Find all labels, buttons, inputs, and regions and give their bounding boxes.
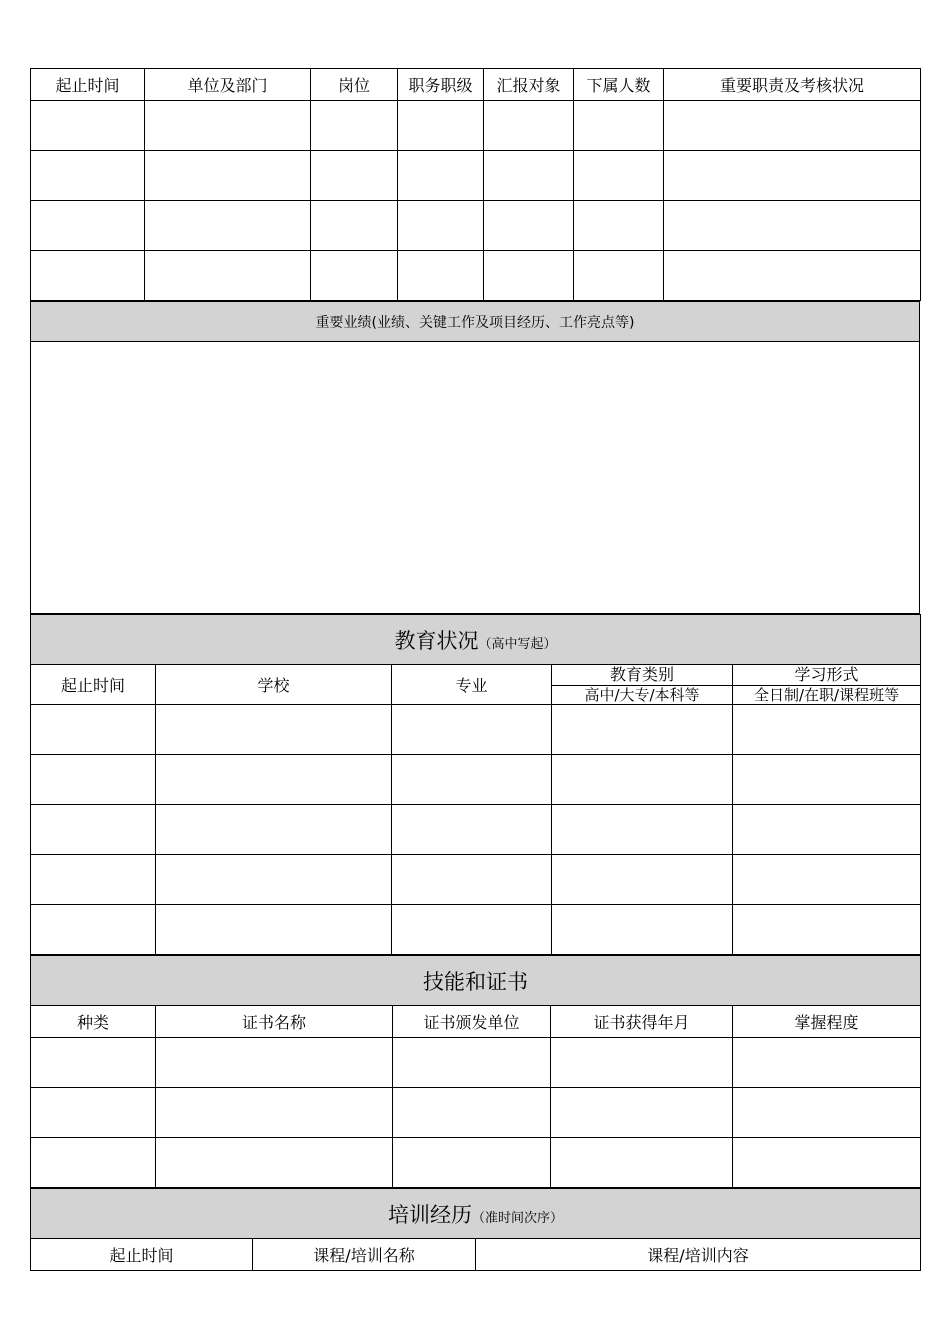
header-course-content: 课程/培训内容 bbox=[476, 1239, 921, 1271]
input-cell[interactable] bbox=[574, 101, 664, 151]
input-cell[interactable] bbox=[733, 1038, 921, 1088]
table-row bbox=[31, 805, 921, 855]
input-cell[interactable] bbox=[551, 1038, 733, 1088]
input-cell[interactable] bbox=[392, 905, 552, 955]
input-cell[interactable] bbox=[574, 251, 664, 301]
input-cell[interactable] bbox=[733, 1088, 921, 1138]
input-cell[interactable] bbox=[733, 855, 921, 905]
training-note: （准时间次序） bbox=[471, 1210, 563, 1226]
input-cell[interactable] bbox=[392, 855, 552, 905]
input-cell[interactable] bbox=[31, 1138, 156, 1188]
input-cell[interactable] bbox=[31, 805, 156, 855]
header-rank: 职务职级 bbox=[398, 69, 484, 101]
header-course-name: 课程/培训名称 bbox=[253, 1239, 476, 1271]
header-period: 起止时间 bbox=[31, 1239, 253, 1271]
input-cell[interactable] bbox=[31, 251, 145, 301]
header-school: 学校 bbox=[156, 665, 392, 705]
resume-form-sheet bbox=[30, 68, 920, 1271]
input-cell[interactable] bbox=[156, 1138, 393, 1188]
input-cell[interactable] bbox=[733, 755, 921, 805]
input-cell[interactable] bbox=[398, 151, 484, 201]
education-category-label: 教育类别 bbox=[552, 665, 732, 686]
work-history-table bbox=[30, 68, 921, 301]
input-cell[interactable] bbox=[733, 705, 921, 755]
table-row bbox=[31, 101, 921, 151]
input-cell[interactable] bbox=[156, 1088, 393, 1138]
header-subordinates: 下属人数 bbox=[574, 69, 664, 101]
table-row bbox=[31, 1138, 921, 1188]
header-unit-department: 单位及部门 bbox=[145, 69, 311, 101]
input-cell[interactable] bbox=[31, 1088, 156, 1138]
table-row bbox=[31, 201, 921, 251]
table-row bbox=[31, 151, 921, 201]
input-cell[interactable] bbox=[393, 1138, 551, 1188]
input-cell[interactable] bbox=[31, 201, 145, 251]
input-cell[interactable] bbox=[311, 201, 398, 251]
study-mode-label: 学习形式 bbox=[733, 665, 920, 686]
education-table bbox=[30, 614, 921, 955]
input-cell[interactable] bbox=[31, 1038, 156, 1088]
header-issuer: 证书颁发单位 bbox=[393, 1006, 551, 1038]
input-cell[interactable] bbox=[393, 1088, 551, 1138]
input-cell[interactable] bbox=[156, 705, 392, 755]
input-cell[interactable] bbox=[733, 905, 921, 955]
header-period: 起止时间 bbox=[31, 665, 156, 705]
header-proficiency: 掌握程度 bbox=[733, 1006, 921, 1038]
input-cell[interactable] bbox=[145, 201, 311, 251]
input-cell[interactable] bbox=[156, 1038, 393, 1088]
input-cell[interactable] bbox=[31, 101, 145, 151]
input-cell[interactable] bbox=[145, 251, 311, 301]
education-header-row bbox=[31, 665, 921, 705]
header-position: 岗位 bbox=[311, 69, 398, 101]
input-cell[interactable] bbox=[484, 151, 574, 201]
table-row bbox=[31, 1088, 921, 1138]
input-cell[interactable] bbox=[311, 101, 398, 151]
input-cell[interactable] bbox=[664, 251, 921, 301]
study-mode-hint: 全日制/在职/课程班等 bbox=[753, 686, 900, 704]
input-cell[interactable] bbox=[574, 151, 664, 201]
header-education-category bbox=[552, 665, 733, 705]
input-cell[interactable] bbox=[398, 251, 484, 301]
education-section-title bbox=[31, 615, 921, 665]
input-cell[interactable] bbox=[31, 905, 156, 955]
header-responsibilities: 重要职责及考核状况 bbox=[664, 69, 921, 101]
input-cell[interactable] bbox=[156, 805, 392, 855]
achievements-table bbox=[30, 301, 920, 614]
input-cell[interactable] bbox=[733, 805, 921, 855]
input-cell[interactable] bbox=[393, 1038, 551, 1088]
table-row bbox=[31, 855, 921, 905]
header-study-mode bbox=[733, 665, 921, 705]
education-title: 教育状况 bbox=[394, 628, 479, 653]
input-cell[interactable] bbox=[552, 905, 733, 955]
skills-section-title bbox=[31, 956, 921, 1006]
work-history-header-row bbox=[31, 69, 921, 101]
input-cell[interactable] bbox=[552, 705, 733, 755]
education-note: （高中写起） bbox=[478, 636, 557, 652]
training-table bbox=[30, 1188, 921, 1271]
header-major: 专业 bbox=[392, 665, 552, 705]
input-cell[interactable] bbox=[145, 101, 311, 151]
input-cell[interactable] bbox=[551, 1138, 733, 1188]
input-cell[interactable] bbox=[398, 201, 484, 251]
table-row bbox=[31, 755, 921, 805]
input-cell[interactable] bbox=[574, 201, 664, 251]
training-section-title bbox=[31, 1189, 921, 1239]
header-report-to: 汇报对象 bbox=[484, 69, 574, 101]
input-cell[interactable] bbox=[156, 905, 392, 955]
achievements-input-area[interactable] bbox=[31, 342, 920, 614]
input-cell[interactable] bbox=[552, 855, 733, 905]
input-cell[interactable] bbox=[552, 755, 733, 805]
input-cell[interactable] bbox=[392, 755, 552, 805]
table-row bbox=[31, 1038, 921, 1088]
input-cell[interactable] bbox=[484, 101, 574, 151]
skills-title: 技能和证书 bbox=[423, 969, 529, 994]
training-header-row bbox=[31, 1239, 921, 1271]
table-row bbox=[31, 705, 921, 755]
input-cell[interactable] bbox=[484, 201, 574, 251]
input-cell[interactable] bbox=[392, 705, 552, 755]
input-cell[interactable] bbox=[733, 1138, 921, 1188]
education-category-hint: 高中/大专/本科等 bbox=[584, 686, 700, 704]
input-cell[interactable] bbox=[31, 855, 156, 905]
header-obtained-date: 证书获得年月 bbox=[551, 1006, 733, 1038]
input-cell[interactable] bbox=[31, 151, 145, 201]
input-cell[interactable] bbox=[664, 201, 921, 251]
input-cell[interactable] bbox=[552, 805, 733, 855]
header-period: 起止时间 bbox=[31, 69, 145, 101]
input-cell[interactable] bbox=[664, 151, 921, 201]
input-cell[interactable] bbox=[145, 151, 311, 201]
input-cell[interactable] bbox=[664, 101, 921, 151]
training-title: 培训经历 bbox=[387, 1202, 472, 1227]
header-type: 种类 bbox=[31, 1006, 156, 1038]
table-row bbox=[31, 251, 921, 301]
input-cell[interactable] bbox=[156, 755, 392, 805]
input-cell[interactable] bbox=[392, 805, 552, 855]
achievements-heading: 重要业绩(业绩、关键工作及项目经历、工作亮点等) bbox=[31, 302, 920, 342]
input-cell[interactable] bbox=[398, 101, 484, 151]
input-cell[interactable] bbox=[31, 755, 156, 805]
input-cell[interactable] bbox=[311, 151, 398, 201]
skills-header-row bbox=[31, 1006, 921, 1038]
skills-table bbox=[30, 955, 921, 1188]
header-certificate-name: 证书名称 bbox=[156, 1006, 393, 1038]
input-cell[interactable] bbox=[31, 705, 156, 755]
input-cell[interactable] bbox=[484, 251, 574, 301]
input-cell[interactable] bbox=[156, 855, 392, 905]
table-row bbox=[31, 905, 921, 955]
input-cell[interactable] bbox=[551, 1088, 733, 1138]
input-cell[interactable] bbox=[311, 251, 398, 301]
